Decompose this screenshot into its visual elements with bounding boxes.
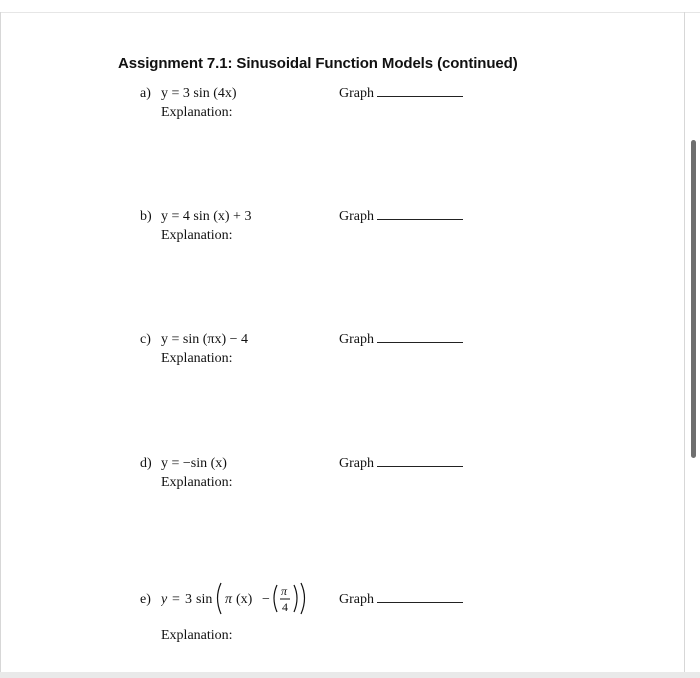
problem-letter: e) <box>140 592 151 607</box>
eq-outer-open-paren <box>218 583 222 614</box>
graph-answer-blank[interactable] <box>377 217 463 220</box>
graph-answer-blank[interactable] <box>377 340 463 343</box>
eq-inner-open-paren <box>274 585 277 612</box>
viewer-top-bar <box>0 0 700 13</box>
graph-answer <box>339 209 463 225</box>
graph-answer-blank[interactable] <box>377 464 463 467</box>
graph-answer <box>339 332 463 348</box>
graph-answer-blank[interactable] <box>377 94 463 97</box>
eq-lhs: y <box>161 592 168 607</box>
problem-equation: y = −sin (x) <box>161 456 227 471</box>
eq-function: sin <box>196 592 213 607</box>
problem-equation <box>161 578 336 618</box>
eq-fraction-denominator: 4 <box>282 600 288 614</box>
explanation-label: Explanation: <box>161 475 233 490</box>
problem-equation: y = 4 sin (x) + 3 <box>161 209 252 224</box>
graph-label: Graph <box>339 592 374 607</box>
eq-fraction-numerator: π <box>281 584 288 598</box>
eq-outer-close-paren <box>301 583 305 614</box>
explanation-label: Explanation: <box>161 628 233 643</box>
problem-letter: b) <box>140 209 152 224</box>
graph-label: Graph <box>339 332 374 347</box>
problem-equation: y = 3 sin (4x) <box>161 86 237 101</box>
explanation-label: Explanation: <box>161 228 233 243</box>
graph-answer <box>339 456 463 472</box>
eq-minus: − <box>262 592 270 607</box>
problem-letter: d) <box>140 456 152 471</box>
problem-equation: y = sin (πx) − 4 <box>161 332 249 347</box>
graph-answer <box>339 592 463 608</box>
eq-coefficient: 3 <box>185 592 192 607</box>
graph-answer-blank[interactable] <box>377 600 463 603</box>
problem-e <box>140 584 470 654</box>
problem-letter: c) <box>140 332 151 347</box>
graph-label: Graph <box>339 209 374 224</box>
eq-pi: π <box>225 592 233 607</box>
graph-label: Graph <box>339 456 374 471</box>
eq-inner-close-paren <box>294 585 297 612</box>
viewer-bottom-edge <box>0 672 700 678</box>
scrollbar-thumb[interactable] <box>691 140 696 458</box>
explanation-label: Explanation: <box>161 105 233 120</box>
page-title: Assignment 7.1: Sinusoidal Function Models (continued) <box>118 55 518 72</box>
graph-label: Graph <box>339 86 374 101</box>
explanation-label: Explanation: <box>161 351 233 366</box>
problem-letter: a) <box>140 86 151 101</box>
graph-answer <box>339 86 463 102</box>
page-left-edge <box>0 12 1 672</box>
eq-arg: (x) <box>236 592 253 607</box>
eq-equals: = <box>172 592 180 607</box>
page-right-edge <box>684 12 685 672</box>
